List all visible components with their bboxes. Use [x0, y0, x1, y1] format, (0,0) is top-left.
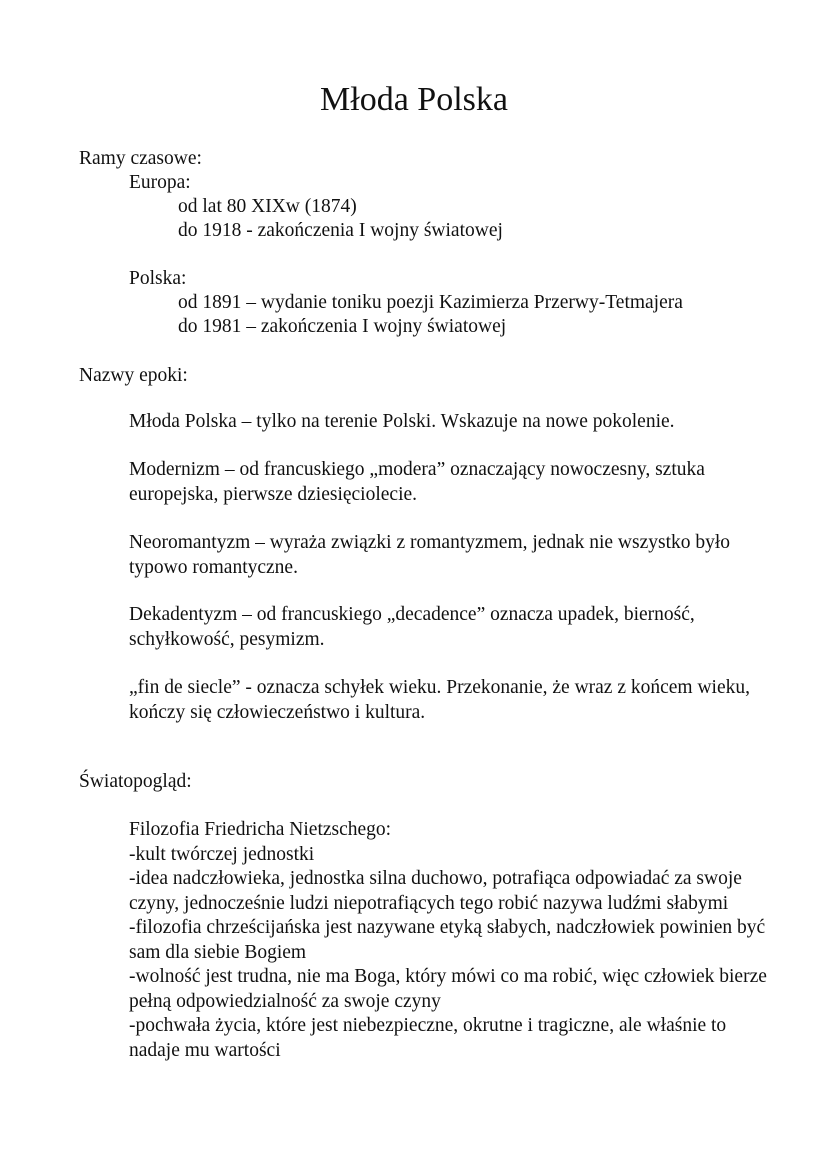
- epoch-paragraph-fin-de-siecle: „fin de siecle” - oznacza schyłek wieku. Przekonanie, że wraz z końcem wieku, kończy się człowieczeństwo i kultura.: [129, 677, 750, 723]
- epoch-paragraph-mloda-polska: Młoda Polska – tylko na terenie Polski. Wskazuje na nowe pokolenie.: [129, 411, 675, 432]
- worldview-block: [129, 818, 769, 1063]
- worldview-point: -filozofia chrześcijańska jest nazywane etyką słabych, nadczłowiek powinien być sam dla siebie Bogiem: [129, 917, 766, 963]
- epoch-paragraph-dekadentyzm: Dekadentyzm – od francuskiego „decadence” oznacza upadek, bierność, schyłkowość, pesymizm.: [129, 604, 695, 650]
- poland-line-2: do 1981 – zakończenia I wojny światowej: [178, 316, 507, 337]
- worldview-heading: Światopogląd:: [79, 771, 192, 792]
- worldview-point: -idea nadczłowieka, jednostka silna duchowo, potrafiąca odpowiadać za swoje czyny, jednocześnie ludzi niepotrafiących tego robić nazywa ludźmi słabymi: [129, 868, 742, 914]
- worldview-point: -pochwała życia, które jest niebezpieczne, okrutne i tragiczne, ale właśnie to nadaje mu wartości: [129, 1015, 727, 1061]
- europe-line-2: do 1918 - zakończenia I wojny światowej: [178, 220, 503, 241]
- europe-label: Europa:: [129, 172, 191, 193]
- worldview-point: -kult twórczej jednostki: [129, 843, 315, 865]
- poland-label: Polska:: [129, 268, 187, 289]
- page-title: Młoda Polska: [320, 81, 508, 118]
- worldview-intro: Filozofia Friedricha Nietzschego:: [129, 819, 392, 840]
- time-frames-heading: Ramy czasowe:: [79, 148, 202, 169]
- epoch-paragraph-modernizm: Modernizm – od francuskiego „modera” oznaczający nowoczesny, sztuka europejska, pierwsze dziesięciolecie.: [129, 459, 705, 505]
- poland-line-1: od 1891 – wydanie toniku poezji Kazimierza Przerwy-Tetmajera: [178, 292, 683, 313]
- europe-line-1: od lat 80 XIXw (1874): [178, 196, 357, 217]
- worldview-point: -wolność jest trudna, nie ma Boga, który mówi co ma robić, więc człowiek bierze pełną odpowiedzialność za swoje czyny: [129, 966, 767, 1012]
- epoch-names-heading: Nazwy epoki:: [79, 365, 188, 386]
- epoch-paragraph-neoromantyzm: Neoromantyzm – wyraża związki z romantyzmem, jednak nie wszystko było typowo romantyczne.: [129, 532, 731, 578]
